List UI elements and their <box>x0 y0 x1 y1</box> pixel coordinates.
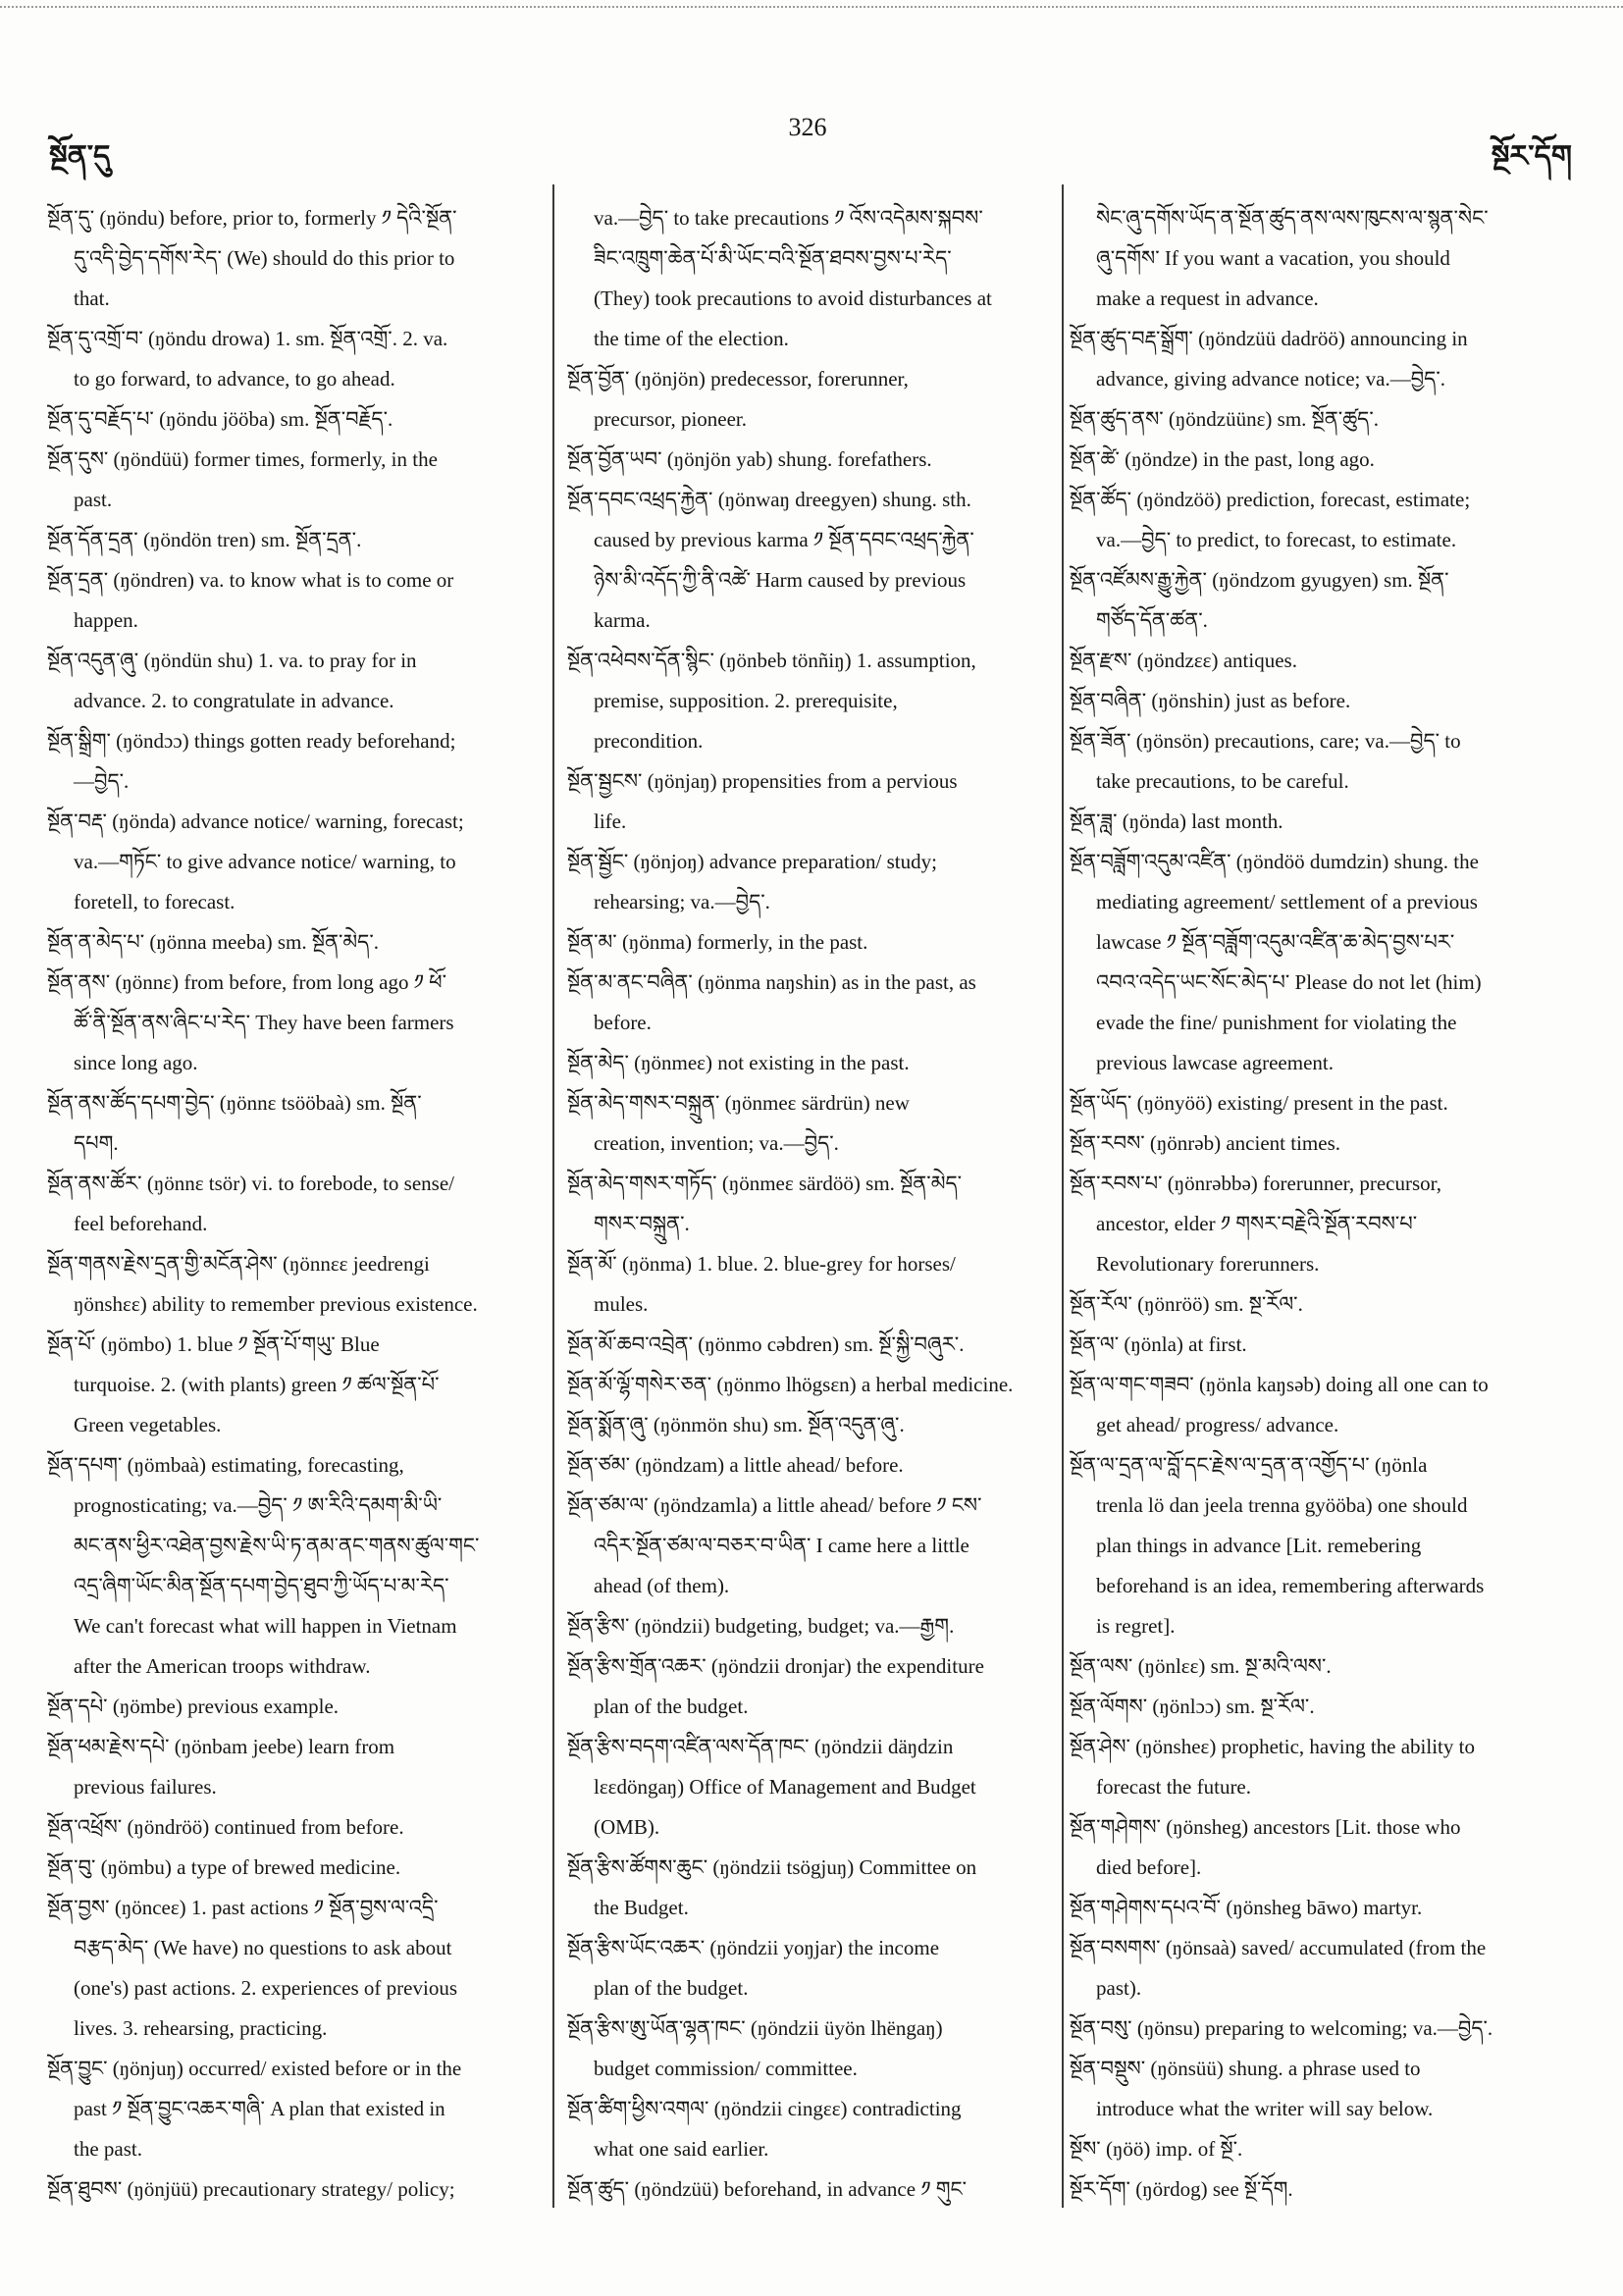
continuation-line: mediating agreement/ settlement of a previous <box>1096 890 1478 913</box>
headword-line: སྔོན་རྫས་ (ŋöndzɛɛ) antiques. <box>1070 649 1297 672</box>
headword-line: སྔོན་བྱོན་ཡབ་ (ŋönjön yab) shung. forefathers. <box>567 447 932 471</box>
continuation-line: evade the fine/ punishment for violating the <box>1096 1011 1457 1034</box>
continuation-line: past). <box>1096 1976 1142 2000</box>
continuation-line: previous lawcase agreement. <box>1096 1051 1334 1074</box>
headword-line: སྔོན་མོ་ (ŋönma) 1. blue. 2. blue-grey for horses/ <box>567 1252 956 1276</box>
continuation-line: happen. <box>74 608 138 632</box>
continuation-line: ŋönshɛɛ) ability to remember previous existence. <box>74 1292 478 1316</box>
headword-line: སྔོན་དབང་འཕྲད་རྐྱེན་ (ŋönwaŋ dreegyen) shung. sth. <box>567 488 971 511</box>
headword-line: སྔོན་སྒྲིག་ (ŋöndɔɔ) things gotten ready beforehand; <box>47 729 456 753</box>
continuation-line: va.—བྱེད་ to take precautions ༡ འོས་འདེམས་སྐབས་ <box>594 206 983 230</box>
continuation-line: the Budget. <box>594 1896 689 1919</box>
headword-line: སྔོན་རབས་ (ŋönrəb) ancient times. <box>1070 1131 1340 1155</box>
headword-line: སྔོན་རབས་པ་ (ŋönrəbbə) forerunner, precursor, <box>1070 1172 1442 1195</box>
headword-line: སྔོན་མེད་གསར་བསྐྲུན་ (ŋönmeɛ särdrün) new <box>567 1091 910 1115</box>
continuation-line: forecast the future. <box>1096 1775 1252 1799</box>
page-number: 326 <box>788 113 827 141</box>
headword-line: སྔོན་འཛོམས་རྒྱུ་རྐྱེན་ (ŋöndzom gyugyen) sm. སྔོན་ <box>1070 568 1449 592</box>
continuation-line: past. <box>74 488 113 511</box>
continuation-line: the time of the election. <box>594 327 789 350</box>
continuation-line: ancestor, elder ༡ གསར་བརྗེའི་སྔོན་རབས་པ་ <box>1096 1212 1418 1235</box>
continuation-line: ཉེས་མི་འདོད་ཀྱི་ནི་འཚེ་ Harm caused by previous <box>594 568 967 592</box>
continuation-line: creation, invention; va.—བྱེད་. <box>594 1131 839 1155</box>
headword-line: སྔོན་བཟློག་འདུམ་འཛིན་ (ŋöndöö dumdzin) shung. the <box>1070 850 1479 873</box>
headword-line: སྔོན་ཙམ་ལ་ (ŋöndzamla) a little ahead/ before ༡ ངས་ <box>567 1493 982 1517</box>
continuation-line: the past. <box>74 2137 142 2161</box>
continuation-line: མང་ནས་ཕྱིར་འཐེན་བྱས་རྗེས་ཡི་ཏ་ནམ་ནང་གནས་ཚུལ་གང་ <box>74 1534 480 1557</box>
continuation-line: caused by previous karma ༡ སྔོན་དབང་འཕྲད་རྐྱེན་ <box>594 528 974 551</box>
headword-line: སྔོན་རྩིས་ (ŋöndzii) budgeting, budget; va.—རྒྱག. <box>567 1614 955 1638</box>
continuation-line: ཞུ་དགོས་ If you want a vacation, you should <box>1096 246 1450 270</box>
headword-line: སྔོན་ཤེས་ (ŋönsheɛ) prophetic, having the ability to <box>1070 1735 1475 1758</box>
headword-line: སྔོན་ན་མེད་པ་ (ŋönna meeba) sm. སྔོན་མེད་. <box>47 930 379 954</box>
headword-line: སྔོན་རོལ་ (ŋönröö) sm. སྔ་རོལ་. <box>1070 1292 1303 1316</box>
headword-line: སྔོན་དཔེ་ (ŋömbe) previous example. <box>47 1695 340 1718</box>
continuation-line: budget commission/ committee. <box>594 2057 858 2080</box>
headword-line: སྔོན་ནས་ (ŋönnɛ) from before, from long ago ༡ ཕོ་ <box>47 970 447 994</box>
headword-line: སྔོན་ཚུད་ནས་ (ŋöndzüünɛ) sm. སྔོན་ཚུད་. <box>1070 407 1379 431</box>
continuation-line: karma. <box>594 608 651 632</box>
headword-line: སྔོས་ (ŋöö) imp. of སྔོ་. <box>1070 2137 1243 2161</box>
headword-line: སྔོན་གཤེགས་ (ŋönsheg) ancestors [Lit. those who <box>1070 1815 1461 1839</box>
left-guide-word: སྔོན་དུ <box>49 139 111 174</box>
headword-line: སྔོན་ནས་ཚོར་ (ŋönnɛ tsör) vi. to forebode, to sense/ <box>47 1172 454 1195</box>
headword-line: སྔོན་ལ་དྲན་ལ་བློ་དང་རྗེས་ལ་དྲན་ན་འགྱོད་པ་ (ŋönla <box>1070 1453 1428 1477</box>
headword-line: སྔོན་བསྡུས་ (ŋönsüü) shung. a phrase used to <box>1070 2057 1421 2080</box>
headword-line: སྔོན་མ་ནང་བཞིན་ (ŋönma naŋshin) as in the past, as <box>567 970 976 994</box>
headword-line: སྔོན་མེད་ (ŋönmeɛ) not existing in the past. <box>567 1051 910 1074</box>
continuation-line: introduce what the writer will say below. <box>1096 2097 1434 2120</box>
headword-line: སྔོན་བཞིན་ (ŋönshin) just as before. <box>1070 689 1351 712</box>
scan-border <box>0 6 1623 8</box>
headword-line: སྔོན་ཟླ་ (ŋönda) last month. <box>1070 809 1283 833</box>
headword-line: སྔོན་ཡོད་ (ŋönyöö) existing/ present in the past. <box>1070 1091 1448 1115</box>
continuation-line: precursor, pioneer. <box>594 407 748 431</box>
headword-line: སྔོན་མེད་གསར་གཏོད་ (ŋönmeɛ särdöö) sm. སྔོན་མེད་ <box>567 1172 963 1195</box>
headword-line: སྔོན་གཤེགས་དཔའ་བོ་ (ŋönsheg bāwo) martyr. <box>1070 1896 1423 1919</box>
column-3 <box>1070 198 1597 2219</box>
headword-line: སྔོན་བསགས་ (ŋönsaà) saved/ accumulated (from the <box>1070 1936 1487 1959</box>
continuation-line: feel beforehand. <box>74 1212 208 1235</box>
continuation-line: that. <box>74 287 110 310</box>
column-2 <box>567 198 1055 2219</box>
continuation-line: lives. 3. rehearsing, practicing. <box>74 2016 328 2040</box>
continuation-line: འབའ་འདེད་ཡང་སོང་མེད་པ་ Please do not let (him) <box>1096 970 1482 994</box>
continuation-line: plan of the budget. <box>594 1976 749 2000</box>
headword-line: སྔོན་མོ་ལྷོ་གསེར་ཅན་ (ŋönmo lhögsɛn) a herbal medicine. <box>567 1373 1014 1396</box>
continuation-line: turquoise. 2. (with plants) green ༡ ཚལ་སྔོན་པོ་ <box>74 1373 440 1396</box>
headword-line: སྔོན་ཚུད་བརྡ་སྒྲོག་ (ŋöndzüü dadröö) announcing in <box>1070 327 1468 350</box>
continuation-line: since long ago. <box>74 1051 198 1074</box>
headword-line: སྔོན་དྲན་ (ŋöndren) va. to know what is to come or <box>47 568 454 592</box>
headword-line: སྔོན་དུ་འགྲོ་བ་ (ŋöndu drowa) 1. sm. སྔོན་འགྲོ་. 2. va. <box>47 327 448 350</box>
headword-line: སྔོན་སྨོན་ཞུ་ (ŋönmön shu) sm. སྔོན་འདུན་ཞུ་. <box>567 1413 905 1436</box>
continuation-line: ཟིང་འཁྲུག་ཆེན་པོ་མི་ཡོང་བའི་སྔོན་ཐབས་བྱས་པ་རེད་ <box>594 246 952 270</box>
headword-line: སྔོན་རྩིས་བདག་འཛིན་ལས་དོན་ཁང་ (ŋöndzii däŋdzin <box>567 1735 954 1758</box>
continuation-line: Revolutionary forerunners. <box>1096 1252 1320 1276</box>
continuation-line: get ahead/ progress/ advance. <box>1096 1413 1339 1436</box>
right-guide-word: སྔོར་དོག <box>1491 139 1572 174</box>
headword-line: སྔོན་མོ་ཆབ་འབྲེན་ (ŋönmo cəbdren) sm. སྔོ་སྐྱི་བཞུར་. <box>567 1332 965 1356</box>
continuation-line: གཙོད་དོན་ཚན་. <box>1096 608 1208 632</box>
continuation-line: དུ་འདི་བྱེད་དགོས་རེད་ (We) should do this prior to <box>74 246 455 270</box>
continuation-line: before. <box>594 1011 652 1034</box>
continuation-line: what one said earlier. <box>594 2137 769 2161</box>
headword-line: སྔོན་གནས་རྗེས་དྲན་གྱི་མངོན་ཤེས་ (ŋönnɛɛ jeedrengi <box>47 1252 430 1276</box>
continuation-line: plan things in advance [Lit. remebering <box>1096 1534 1422 1557</box>
headword-line: སྔོན་བྱུང་ (ŋönjuŋ) occurred/ existed before or in the <box>47 2057 462 2080</box>
continuation-line: བརྩད་མེད་ (We have) no questions to ask about <box>74 1936 452 1959</box>
headword-line: སྔོན་པོ་ (ŋömbo) 1. blue ༡ སྔོན་པོ་གཡུ་ Blue <box>47 1332 380 1356</box>
headword-line: སྔོན་བྱས་ (ŋönceɛ) 1. past actions ༡ སྔོན་བྱས་ལ་འདྲི་ <box>47 1896 439 1919</box>
continuation-line: va.—གཏོང་ to give advance notice/ warning, to <box>74 850 456 873</box>
headword-line: སྔོན་དུ་བརྗོད་པ་ (ŋöndu jööba) sm. སྔོན་བརྗོད་. <box>47 407 393 431</box>
continuation-line: སེང་ཞུ་དགོས་ཡོད་ན་སྔོན་ཚུད་ནས་ལས་ཁུངས་ལ་སྙན་སེང་ <box>1096 206 1489 230</box>
continuation-line: make a request in advance. <box>1096 287 1319 310</box>
continuation-line: གསར་བསྐྲུན་. <box>594 1212 690 1235</box>
headword-line: སྔོན་ཚེ་ (ŋöndze) in the past, long ago. <box>1070 447 1375 471</box>
continuation-line: rehearsing; va.—བྱེད་. <box>594 890 770 913</box>
continuation-line: past ༡ སྔོན་བྱུང་འཆར་གཞི་ A plan that existed in <box>74 2097 445 2120</box>
continuation-line: lawcase ༡ སྔོན་བཟློག་འདུམ་འཛིན་ཆ་མེད་བྱས་པར་ <box>1096 930 1455 954</box>
headword-line: སྔོན་བསུ་ (ŋönsu) preparing to welcoming; va.—བྱེད་. <box>1070 2016 1493 2040</box>
headword-line: སྔོན་ཙམ་ (ŋöndzam) a little ahead/ before. <box>567 1453 904 1477</box>
headword-line: སྔོན་བརྡ་ (ŋönda) advance notice/ warning, forecast; <box>47 809 464 833</box>
continuation-line: (one's) past actions. 2. experiences of previous <box>74 1976 457 2000</box>
continuation-line: beforehand is an idea, remembering afterwards <box>1096 1574 1485 1597</box>
headword-line: སྔོན་ཕམ་རྗེས་དཔེ་ (ŋönbam jeebe) learn from <box>47 1735 395 1758</box>
continuation-line: is regret]. <box>1096 1614 1176 1638</box>
continuation-line: life. <box>594 809 627 833</box>
continuation-line: trenla lö dan jeela trenna gyööba) one should <box>1096 1493 1468 1517</box>
continuation-line: precondition. <box>594 729 704 753</box>
continuation-line: to go forward, to advance, to go ahead. <box>74 367 395 391</box>
continuation-line: འདིར་སྔོན་ཙམ་ལ་བཅར་བ་ཡིན་ I came here a little <box>594 1534 969 1557</box>
continuation-line: after the American troops withdraw. <box>74 1654 371 1678</box>
headword-line: སྔོན་བུ་ (ŋömbu) a type of brewed medicine. <box>47 1855 401 1879</box>
headword-line: སྔོན་རྩིས་ཚོགས་ཆུང་ (ŋöndzii tsögjuŋ) Committee on <box>567 1855 977 1879</box>
continuation-line: advance, giving advance notice; va.—བྱེད་. <box>1096 367 1445 391</box>
headword-line: སྔོན་ཐུབས་ (ŋönjüü) precautionary strategy/ policy; <box>47 2177 455 2201</box>
headword-line: སྔོན་ལ་གང་གཟབ་ (ŋönla kaŋsəb) doing all one can to <box>1070 1373 1489 1396</box>
continuation-line: mules. <box>594 1292 649 1316</box>
column-divider-left <box>552 184 554 2208</box>
headword-line: སྔོན་སྦྱོང་ (ŋönjoŋ) advance preparation/ study; <box>567 850 937 873</box>
column-divider-right <box>1062 184 1064 2208</box>
continuation-line: ahead (of them). <box>594 1574 730 1597</box>
continuation-line: Green vegetables. <box>74 1413 222 1436</box>
continuation-line: va.—བྱེད་ to predict, to forecast, to estimate. <box>1096 528 1457 551</box>
headword-line: སྔོན་རྩིས་ཡོང་འཆར་ (ŋöndzii yoŋjar) the income <box>567 1936 940 1959</box>
headword-line: སྔོན་འཕྲོས་ (ŋöndröö) continued from before. <box>47 1815 404 1839</box>
headword-line: སྔོན་ཚུད་ (ŋöndzüü) beforehand, in advance ༡ གུང་ <box>567 2177 968 2201</box>
continuation-line: ཚོ་ནི་སྔོན་ནས་ཞིང་པ་རེད་ They have been farmers <box>74 1011 454 1034</box>
continuation-line: —བྱེད་. <box>74 769 130 793</box>
continuation-line: lɛɛdöngaŋ) Office of Management and Budget <box>594 1775 976 1799</box>
continuation-line: prognosticating; va.—བྱེད་ ༡ ཨ་རིའི་དམག་མི་ཡི་ <box>74 1493 443 1517</box>
continuation-line: previous failures. <box>74 1775 217 1799</box>
headword-line: སྔོན་ཟོན་ (ŋönsön) precautions, care; va.—བྱེད་ to <box>1070 729 1461 753</box>
continuation-line: (They) took precautions to avoid disturbances at <box>594 287 992 310</box>
continuation-line: premise, supposition. 2. prerequisite, <box>594 689 898 712</box>
headword-line: སྔོར་དོག་ (ŋördog) see སྔོ་དོག. <box>1070 2177 1293 2201</box>
headword-line: སྔོན་དོན་དྲན་ (ŋöndön tren) sm. སྔོན་དྲན་. <box>47 528 362 551</box>
column-1 <box>47 198 545 2219</box>
headword-line: སྔོན་མ་ (ŋönma) formerly, in the past. <box>567 930 868 954</box>
continuation-line: died before]. <box>1096 1855 1202 1879</box>
headword-line: སྔོན་ལ་ (ŋönla) at first. <box>1070 1332 1247 1356</box>
headword-line: སྔོན་དུ་ (ŋöndu) before, prior to, formerly ༡ དེའི་སྔོན་ <box>47 206 457 230</box>
continuation-line: foretell, to forecast. <box>74 890 236 913</box>
headword-line: སྔོན་རྩིས་ཨུ་ཡོན་ལྷན་ཁང་ (ŋöndzii üyön lhëngaŋ) <box>567 2016 943 2040</box>
headword-line: སྔོན་བྱོན་ (ŋönjön) predecessor, forerunner, <box>567 367 909 391</box>
headword-line: སྔོན་དཔག་ (ŋömbaà) estimating, forecasting, <box>47 1453 404 1477</box>
headword-line: སྔོན་ནས་ཚོད་དཔག་བྱེད་ (ŋönnɛ tsööbaà) sm. སྔོན་ <box>47 1091 422 1115</box>
headword-line: སྔོན་འཕེབས་དོན་སྙིང་ (ŋönbeb tönñiŋ) 1. assumption, <box>567 649 976 672</box>
headword-line: སྔོན་ཚོད་ (ŋöndzöö) prediction, forecast, estimate; <box>1070 488 1471 511</box>
headword-line: སྔོན་སྦྱངས་ (ŋönjaŋ) propensities from a pervious <box>567 769 958 793</box>
headword-line: སྔོན་འདུན་ཞུ་ (ŋöndün shu) 1. va. to pray for in <box>47 649 417 672</box>
continuation-line: (OMB). <box>594 1815 660 1839</box>
headword-line: སྔོན་ལོགས་ (ŋönlɔɔ) sm. སྔ་རོལ་. <box>1070 1695 1315 1718</box>
continuation-line: take precautions, to be careful. <box>1096 769 1349 793</box>
headword-line: སྔོན་དུས་ (ŋöndüü) former times, formerly, in the <box>47 447 438 471</box>
continuation-line: དཔག. <box>74 1131 119 1155</box>
continuation-line: plan of the budget. <box>594 1695 749 1718</box>
headword-line: སྔོན་རྩིས་གྲོན་འཆར་ (ŋöndzii dronjar) the expenditure <box>567 1654 984 1678</box>
continuation-line: advance. 2. to congratulate in advance. <box>74 689 394 712</box>
continuation-line: འདྲ་ཞིག་ཡོང་མིན་སྔོན་དཔག་བྱེད་ཐུབ་ཀྱི་ཡོད་པ་མ་རེད་ <box>74 1574 449 1597</box>
headword-line: སྔོན་ལས་ (ŋönlɛɛ) sm. སྔ་མའི་ལས་. <box>1070 1654 1332 1678</box>
headword-line: སྔོན་ཚིག་ཕྱིས་འགལ་ (ŋöndzii cingɛɛ) contradicting <box>567 2097 962 2120</box>
continuation-line: We can't forecast what will happen in Vietnam <box>74 1614 457 1638</box>
